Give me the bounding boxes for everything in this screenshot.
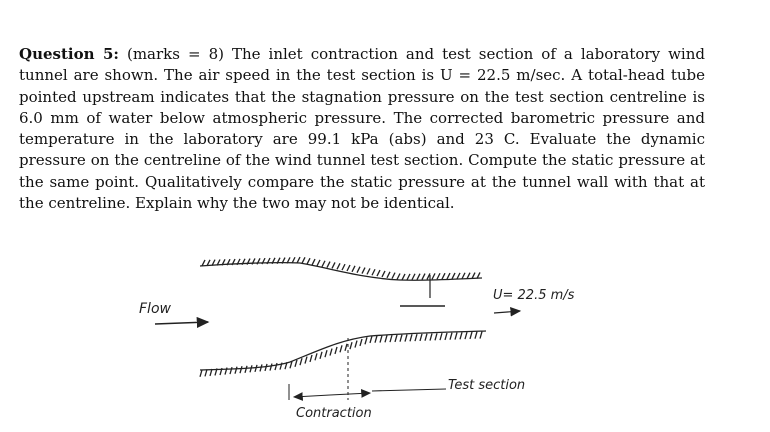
hatch-mark (452, 273, 455, 279)
hatch-mark (370, 336, 372, 343)
hatch-mark (305, 357, 307, 364)
hatch-mark (265, 364, 267, 371)
contraction-arrow-right (330, 393, 370, 395)
hatch-mark (430, 334, 432, 341)
hatch-mark (467, 273, 470, 279)
lower-wall (200, 331, 486, 377)
hatch-mark (200, 370, 202, 377)
question-label: Question 5: (19, 45, 119, 63)
hatch-mark (412, 274, 415, 280)
hatch-mark (332, 262, 335, 268)
hatch-mark (447, 273, 450, 279)
hatch-mark (410, 334, 412, 341)
hatch-mark (312, 259, 315, 265)
hatch-mark (465, 332, 467, 339)
hatch-mark (432, 273, 435, 279)
hatch-mark (295, 360, 297, 367)
hatch-mark (315, 353, 317, 360)
hatch-mark (480, 332, 482, 339)
hatch-mark (335, 347, 337, 354)
hatch-mark (395, 335, 397, 342)
hatch-mark (442, 273, 445, 279)
lower-wall-hatching (200, 332, 482, 377)
hatch-mark (392, 273, 395, 279)
hatch-mark (470, 332, 472, 339)
hatch-mark (372, 269, 375, 275)
hatch-mark (270, 364, 272, 371)
hatch-mark (397, 273, 400, 279)
hatch-mark (355, 341, 357, 348)
hatch-mark (345, 344, 347, 351)
flow-label: Flow (139, 301, 171, 317)
hatch-mark (347, 265, 350, 271)
hatch-mark (420, 334, 422, 341)
hatch-mark (302, 257, 305, 263)
hatch-mark (387, 272, 390, 278)
hatch-mark (250, 365, 252, 372)
hatch-mark (405, 335, 407, 342)
hatch-mark (350, 342, 352, 349)
hatch-mark (322, 261, 325, 267)
hatch-mark (380, 336, 382, 343)
hatch-mark (417, 274, 420, 280)
hatch-mark (337, 263, 340, 269)
velocity-label: U= 22.5 m/s (493, 288, 575, 303)
hatch-mark (440, 333, 442, 340)
hatch-mark (400, 335, 402, 342)
hatch-mark (275, 363, 277, 370)
test-section-line (372, 389, 446, 391)
hatch-mark (255, 365, 257, 372)
upper-wall-line (200, 263, 482, 281)
hatch-mark (455, 333, 457, 340)
hatch-mark (457, 273, 460, 279)
hatch-mark (385, 335, 387, 342)
hatch-mark (462, 273, 465, 279)
hatch-mark (260, 364, 262, 371)
hatch-mark (307, 258, 310, 264)
hatch-mark (382, 271, 385, 277)
hatch-mark (317, 260, 320, 266)
hatch-mark (367, 268, 370, 274)
hatch-mark (320, 352, 322, 359)
hatch-mark (297, 257, 300, 263)
contraction-label: Contraction (296, 406, 372, 421)
hatch-mark (325, 350, 327, 357)
upper-wall (200, 257, 482, 280)
hatch-mark (375, 336, 377, 343)
hatch-mark (365, 337, 367, 344)
hatch-mark (402, 274, 405, 280)
hatch-mark (240, 366, 242, 373)
hatch-mark (437, 273, 440, 279)
upper-wall-hatching (202, 257, 480, 280)
hatch-mark (327, 262, 330, 268)
hatch-mark (415, 334, 417, 341)
hatch-mark (310, 355, 312, 362)
hatch-mark (445, 333, 447, 340)
hatch-mark (352, 266, 355, 272)
hatch-mark (360, 339, 362, 346)
hatch-mark (235, 367, 237, 374)
hatch-mark (357, 267, 360, 273)
hatch-mark (435, 333, 437, 340)
hatch-mark (475, 332, 477, 339)
hatch-mark (407, 274, 410, 280)
contraction-arrow-left (294, 395, 330, 397)
hatch-mark (245, 366, 247, 373)
flow-arrow (155, 322, 208, 324)
hatch-mark (300, 358, 302, 365)
hatch-mark (342, 264, 345, 270)
hatch-mark (377, 270, 380, 276)
hatch-mark (422, 274, 425, 280)
hatch-mark (340, 345, 342, 352)
hatch-mark (230, 367, 232, 374)
lower-wall-line (200, 331, 486, 370)
velocity-arrow (494, 311, 520, 313)
hatch-mark (362, 268, 365, 274)
hatch-mark (425, 334, 427, 341)
hatch-mark (390, 335, 392, 342)
hatch-mark (330, 349, 332, 356)
question-body: (marks = 8) The inlet contraction and test section of a laboratory wind tunnel are shown. The air speed in the test section is U = 22.5 m/sec. A total-head tube pointed upstream indicates that the stagnation pressure on the test section centreline is 6.0 mm of water below atmospheric pressure. The corrected barometric pressure and temperature in the laboratory are 99.1 kPa (abs) and 23 C. Evaluate the dynamic pressure on the centreline of the wind tunnel test section. Compute the static pressure at the same point. Qualitatively compare the static pressure at the tunnel wall with that at the centreline. Explain why the two may not be identical. (19, 45, 705, 213)
hatch-mark (460, 332, 462, 339)
test-section-label: Test section (448, 378, 526, 393)
hatch-mark (450, 333, 452, 340)
